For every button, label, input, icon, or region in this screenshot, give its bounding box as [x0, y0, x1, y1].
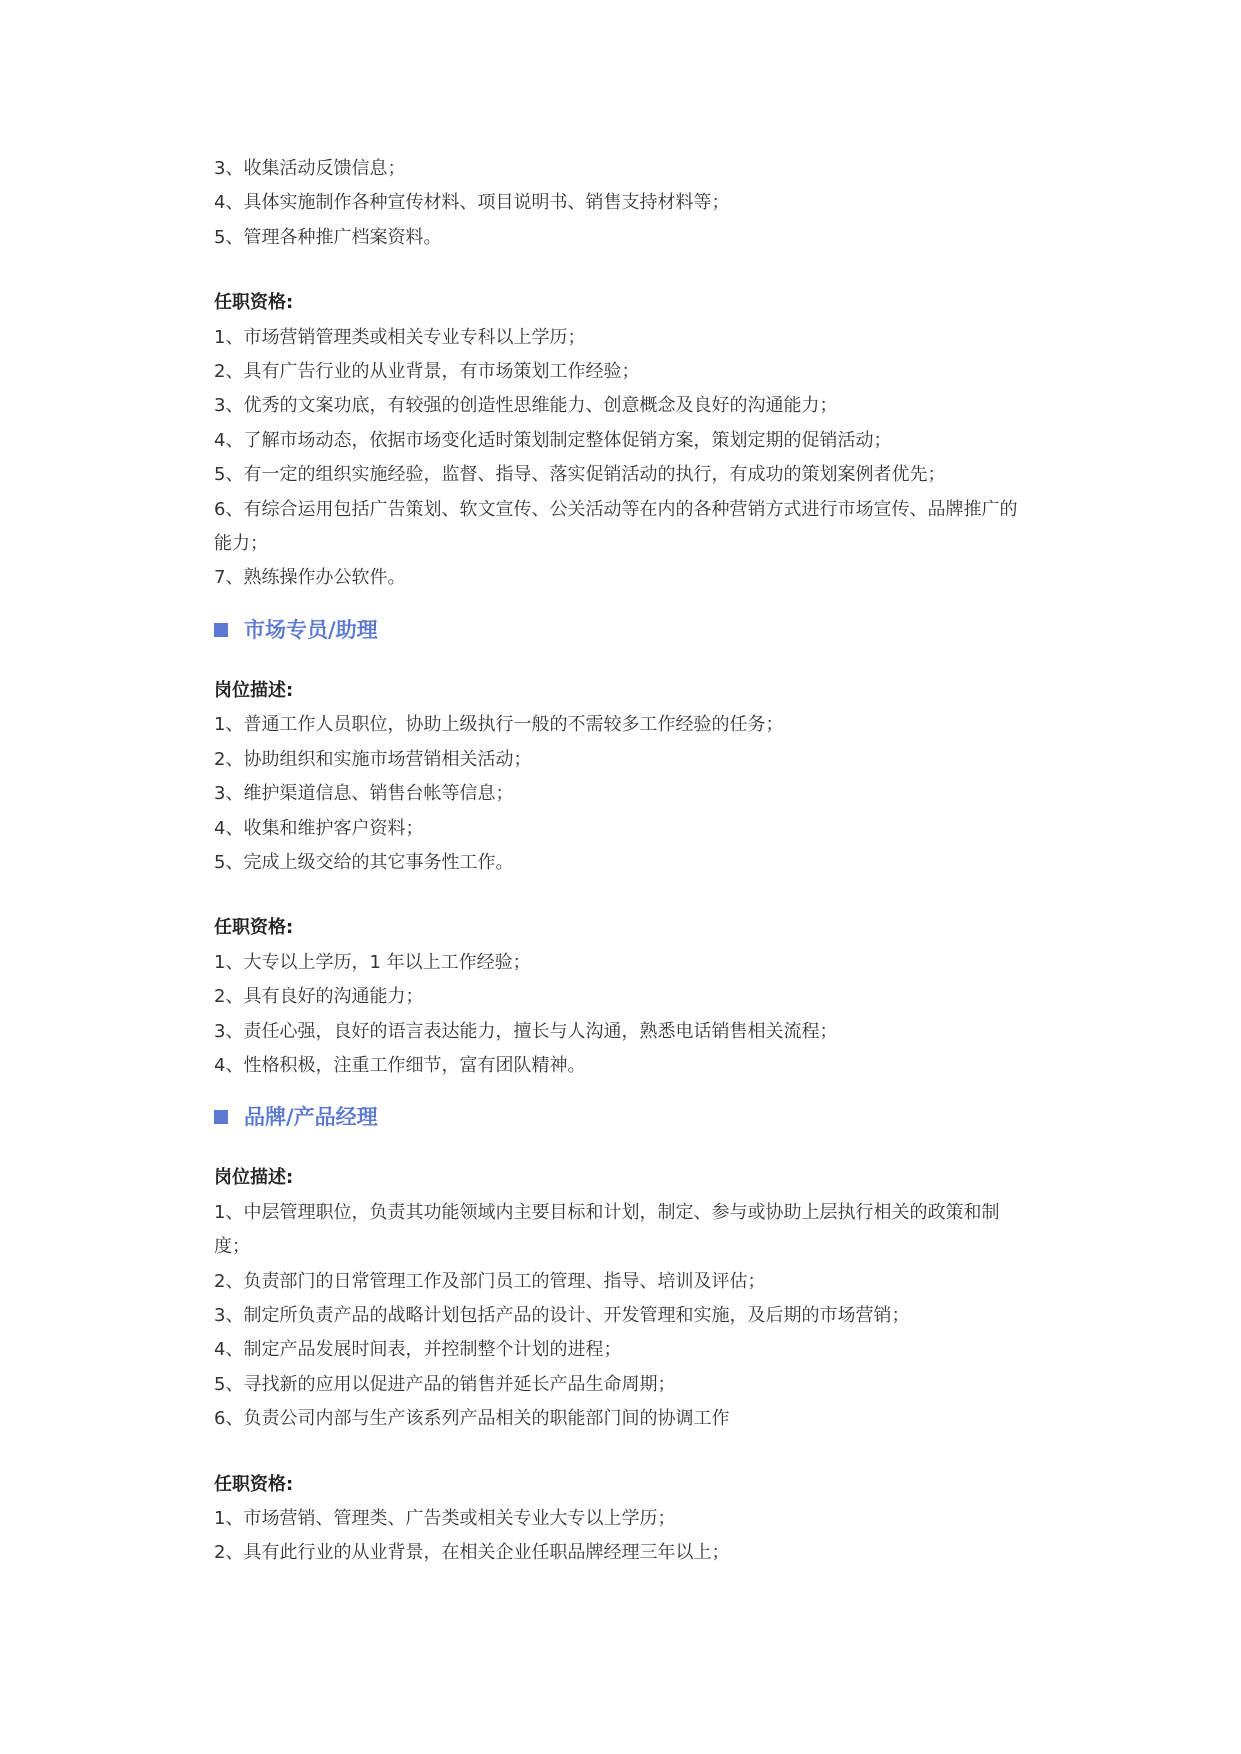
list-item: 4、性格积极，注重工作细节，富有团队精神。 [214, 1054, 586, 1076]
list-item: 5、有一定的组织实施经验，监督、指导、落实促销活动的执行，有成功的策划案例者优先； [214, 464, 946, 486]
list-item: 2、具有广告行业的从业背景，有市场策划工作经验； [214, 361, 640, 383]
spacer [214, 1437, 1024, 1468]
list-item: 2、具有良好的沟通能力； [214, 986, 424, 1008]
requirements-label: 任职资格: [214, 917, 294, 939]
list-item: 3、维护渠道信息、销售台帐等信息； [214, 783, 514, 805]
list-item: 2、协助组织和实施市场营销相关活动； [214, 748, 532, 770]
requirements-label: 任职资格: [214, 1473, 294, 1495]
list-item: 3、制定所负责产品的战略计划包括产品的设计、开发管理和实施，及后期的市场营销； [214, 1304, 910, 1326]
list-item: 6、负责公司内部与生产该系列产品相关的职能部门间的协调工作 [214, 1408, 730, 1430]
section-heading [214, 610, 1024, 650]
list-item: 4、具体实施制作各种宣传材料、项目说明书、销售支持材料等； [214, 192, 730, 214]
section-title: 品牌/产品经理 [244, 1105, 378, 1130]
section-title: 市场专员/助理 [244, 617, 378, 642]
document-content [214, 152, 1024, 1571]
description-label: 岗位描述: [214, 1167, 294, 1189]
list-item: 5、完成上级交给的其它事务性工作。 [214, 851, 514, 873]
list-item: 4、了解市场动态，依据市场变化适时策划制定整体促销方案，策划定期的促销活动； [214, 429, 892, 451]
spacer [214, 596, 1024, 610]
list-item: 1、中层管理职位，负责其功能领域内主要目标和计划，制定、参与或协助上层执行相关的政策和制度； [214, 1201, 1000, 1258]
list-item: 1、大专以上学历，1 年以上工作经验； [214, 951, 531, 973]
list-item: 4、收集和维护客户资料； [214, 817, 424, 839]
list-item: 2、负责部门的日常管理工作及部门员工的管理、指导、培训及评估； [214, 1270, 766, 1292]
list-item: 6、有综合运用包括广告策划、软文宣传、公关活动等在内的各种营销方式进行市场宣传、品牌推广的能力； [214, 498, 1018, 555]
list-item: 4、制定产品发展时间表，并控制整个计划的进程； [214, 1339, 622, 1361]
requirements-label: 任职资格: [214, 292, 294, 314]
list-item: 1、市场营销、管理类、广告类或相关专业大专以上学历； [214, 1508, 676, 1529]
list-item: 7、熟练操作办公软件。 [214, 567, 406, 589]
list-item: 3、收集活动反馈信息； [214, 158, 406, 179]
list-item: 2、具有此行业的从业背景，在相关企业任职品牌经理三年以上； [214, 1542, 730, 1564]
list-item: 5、寻找新的应用以促进产品的销售并延长产品生命周期； [214, 1373, 676, 1395]
list-item: 3、责任心强，良好的语言表达能力，擅长与人沟通，熟悉电话销售相关流程； [214, 1020, 838, 1042]
list-item: 1、普通工作人员职位，协助上级执行一般的不需较多工作经验的任务； [214, 714, 784, 736]
square-bullet-icon [214, 623, 228, 637]
section-heading [214, 1097, 1024, 1137]
list-item: 1、市场营销管理类或相关专业专科以上学历； [214, 326, 586, 348]
list-item: 3、优秀的文案功底，有较强的创造性思维能力、创意概念及良好的沟通能力； [214, 395, 838, 417]
spacer [214, 1083, 1024, 1097]
list-item: 5、管理各种推广档案资料。 [214, 226, 442, 248]
spacer [214, 255, 1024, 286]
description-label: 岗位描述: [214, 679, 294, 701]
spacer [214, 880, 1024, 911]
square-bullet-icon [214, 1110, 228, 1124]
